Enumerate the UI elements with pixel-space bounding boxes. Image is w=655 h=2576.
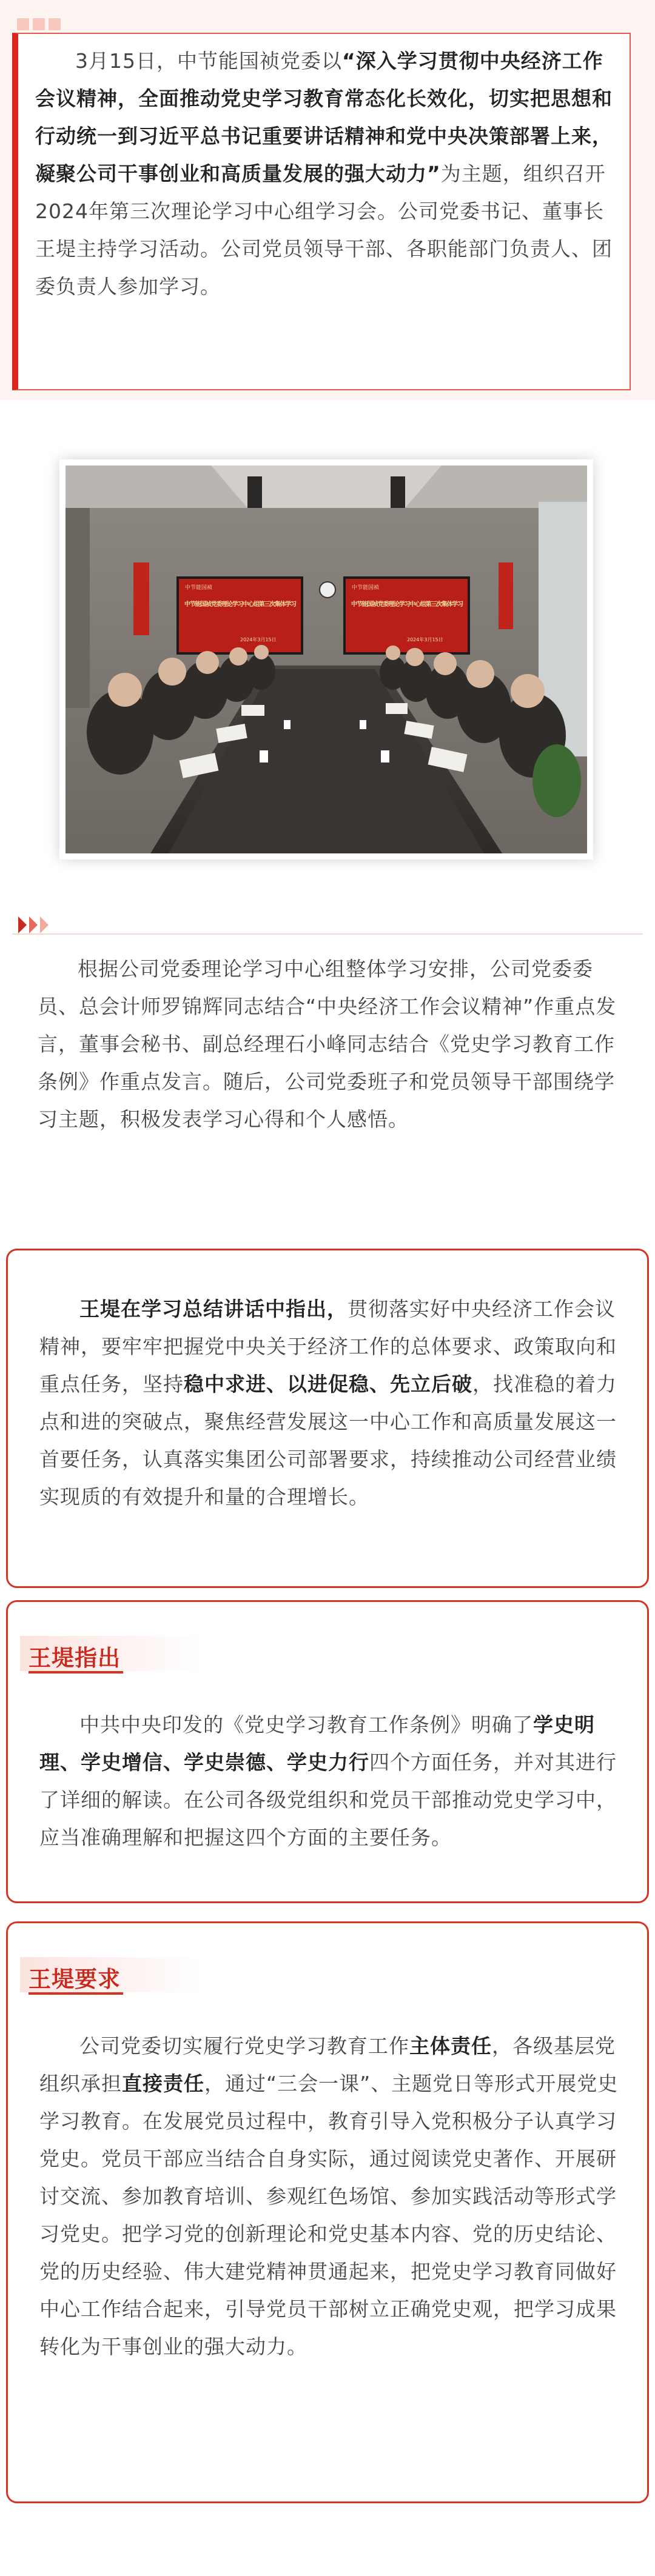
- requirement-text-1: 公司党委切实履行党史学习教育工作: [79, 2034, 409, 2058]
- section-divider: [12, 933, 643, 935]
- pointed-out-text-2: 四个方面任务，并对其进行了详细的解读。在公司各级党组织和党员干部推动党史学习中，应当准确理解和把握这四个方面的主要任务。: [39, 1750, 617, 1849]
- pointed-out-paragraph: [39, 1706, 625, 1857]
- meeting-photo: [66, 465, 587, 853]
- requirement-card: [6, 1921, 649, 2503]
- left-screen-title: 中节能国祯党委理论学习中心组第三次集体学习: [184, 601, 297, 608]
- right-screen-date: 2024年3月15日: [407, 637, 443, 642]
- requirement-bold-2: 直接责任: [122, 2072, 204, 2095]
- summary-text-1: 贯彻落实好中央经济工作会议精神，要牢牢把握党中央关于经济工作的总体要求、政策取向和重点任务，坚持: [39, 1297, 617, 1396]
- intro-theme-bold: “深入学习贯彻中央经济工作会议精神，全面推动党史学习教育常态化长效化，切实把思想和行动统一到习近平总书记重要讲话精神和党中央决策部署上来，凝聚公司干事创业和高质量发展的强大动力”: [35, 49, 613, 185]
- left-screen-date: 2024年3月15日: [240, 637, 277, 642]
- pointed-out-text-1: 中共中央印发的《党史学习教育工作条例》明确了: [79, 1713, 533, 1737]
- intro-text-2: 为主题，组织召开2024年第三次理论学习中心组学习会。公司党委书记、董事长王堤主持学习活动。公司党员领导干部、各职能部门负责人、团委负责人参加学习。: [35, 162, 613, 298]
- intro-paragraph: [35, 42, 623, 305]
- requirement-title: 王堤要求: [29, 1966, 121, 1992]
- intro-text-1: 3月15日，中节能国祯党委以: [75, 49, 342, 73]
- summary-bold-lead: 王堤在学习总结讲话中指出，: [79, 1297, 348, 1321]
- pointed-out-bold: 学史明理、学史增信、学史崇德、学史力行: [39, 1713, 595, 1774]
- arrows-decoration: [18, 916, 51, 938]
- section2-paragraph: 根据公司党委理论学习中心组整体学习安排，公司党委委员、总会计师罗锦辉同志结合“中央经济工作会议精神”作重点发言，董事会秘书、副总经理石小峰同志结合《党史学习教育工作条例》作重点发言。随后，公司党委班子和党员领导干部围绕学习主题，积极发表学习心得和个人感悟。: [38, 957, 617, 1131]
- summary-card: [6, 1249, 649, 1588]
- summary-paragraph: [39, 1290, 625, 1516]
- requirement-text-2: ，各级基层党组织承担: [39, 2034, 616, 2095]
- pointed-out-card: [6, 1600, 649, 1903]
- requirement-bold-1: 主体责任: [409, 2034, 492, 2058]
- requirement-text-3: ，通过“三会一课”、主题党日等形式开展党史学习教育。在发展党员过程中，教育引导入党积极分子认真学习党史。党员干部应当结合自身实际，通过阅读党史著作、开展研讨交流、参加教育培训、参观红色场馆、参加实践活动等形式学习党史。把学习党的创新理论和党史基本内容、党的历史结论、党的历史经验、伟大建党精神贯通起来，把党史学习教育同做好中心工作结合起来，引导党员干部树立正确党史观，把学习成果转化为干事创业的强大动力。: [39, 2072, 619, 2358]
- right-screen-logo: 中节能国祯: [352, 585, 380, 591]
- requirement-paragraph: [39, 2027, 625, 2366]
- title-underline: [29, 1992, 123, 1995]
- meeting-photo-frame: [59, 459, 593, 859]
- title-underline: [29, 1671, 123, 1673]
- bottom-spacer: [0, 2503, 655, 2576]
- right-screen-title: 中节能国祯党委理论学习中心组第三次集体学习: [351, 601, 463, 608]
- intro-section: [0, 0, 655, 400]
- summary-bold-keywords: 稳中求进、以进促稳、先立后破: [184, 1372, 472, 1396]
- left-screen-logo: 中节能国祯: [185, 585, 213, 591]
- summary-text-2: ，找准稳的着力点和进的突破点，聚焦经营发展这一中心工作和高质量发展这一首要任务，认真落实集团公司部署要求，持续推动公司经营业绩实现质的有效提升和量的合理增长。: [39, 1372, 617, 1509]
- pointed-out-title: 王堤指出: [29, 1645, 121, 1671]
